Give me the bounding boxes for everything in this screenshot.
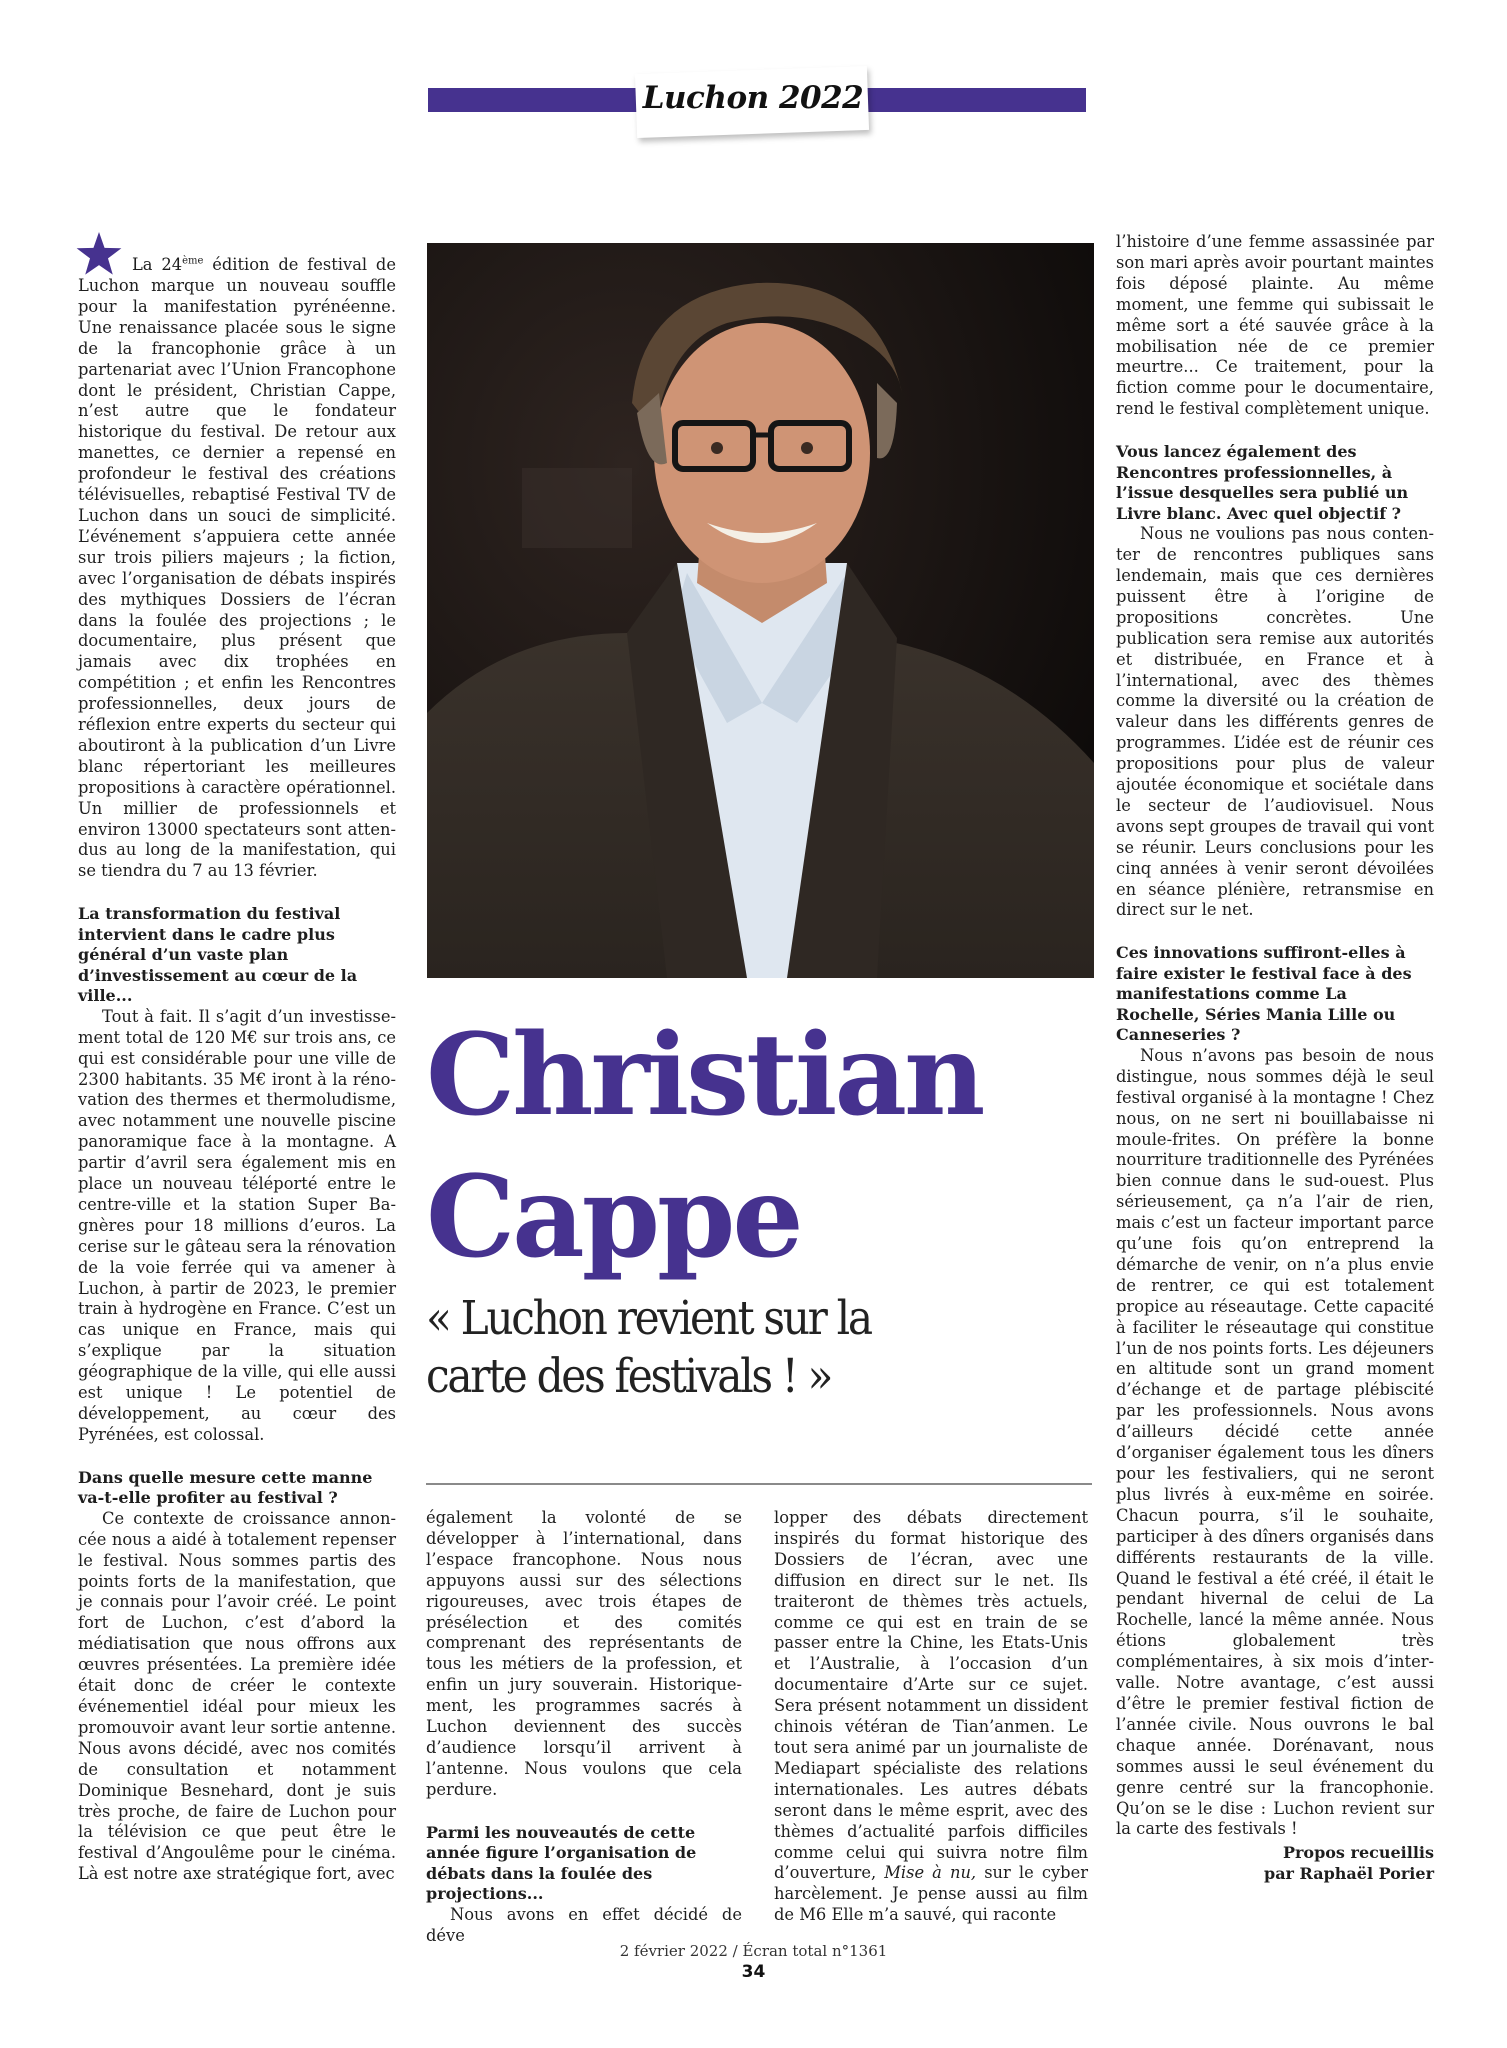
answer: Ce contexte de croissance annoncée nous a aidé à totalement repenser le festival. Nous sommes partis des points forts de la manifestation, que je connais pour l’avoir créé. Le point fort de Luchon, c’est d’abord la médiatisation que nous offrons aux œuvres présentées. La première idée était donc de créer le contexte événementiel idéal pour mieux les promouvoir avant leur sortie antenne. Nous avons décidé, avec nos comités de consultation et notamment Dominique Besnehard, dont je suis très proche, de faire de Luchon pour la télévision ce que peut être le festival d’Angoulême pour le cinéma. Là est notre axe stratégique fort, avec	[78, 1508, 396, 1884]
column-2	[426, 1508, 742, 1947]
section-title: Luchon 2022	[642, 80, 864, 116]
question: Ces innovations suffiront-elles à faire exister le festival face à des manifestations comme La Rochelle, Séries Mania Lille ou Canneseries ?	[1116, 943, 1412, 1045]
answer: lopper des débats directement inspirés du format historique des Dossiers de l’écran, avec une diffusion en direct sur le net. Ils traiteront de thèmes très actuels, comme ce qui est en train de se passer entre la Chine, les Etats-Unis et l’Australie, à l’occasion d’un documentaire d’Arte sur ce sujet. Sera présent notamment un dissident chinois vétéran de Tian’anmen. Le tout sera animé par un journaliste de Mediapart spécialiste des relations internationales. Les autres débats seront dans le même esprit, avec des thèmes d’actualité parfois difficiles comme celui qui suivra notre film d’ouverture, Mise à nu, sur le cyber harcèlement. Je pense aussi au film de M6 Elle m’a sauvé, qui raconte	[774, 1508, 1088, 1925]
header-bar-left	[428, 88, 638, 112]
film-title: Mise à nu,	[884, 1863, 977, 1883]
answer: l’histoire d’une femme assassinée par son mari après avoir pourtant maintes fois déposé plainte. Au même moment, une femme qui subissait le même sort a été sauvée grâce à la mobilisation née de ce premier meurtre... Ce traitement, pour la fiction comme pour le documentaire, rend le festival complètement unique.	[1116, 232, 1434, 419]
intro-paragraph: La 24ème édition de festival de Luchon marque un nouveau souffle pour la manifestation pyrénéenne. Une renaissance placée sous le signe de la francophonie grâce à un partenariat avec l’Union Francophone dont le président, Christian Cappe, n’est autre que le fondateur historique du festival. De retour aux manettes, ce dernier a repensé en profondeur le festival des créations télévisuelles, rebaptisé Festival TV de Luchon dans un souci de simplicité. L’événement s’appuiera cette année sur trois piliers majeurs ; la fiction, avec l’organisation de débats inspirés des mythiques Dossiers de l’écran dans la foulée des projections ; le documentaire, plus présent que jamais avec dix trophées en compétition ; et enfin les Rencontres professionnelles, deux jours de réflexion entre experts du secteur qui aboutiront à la publication d’un Livre blanc répertoriant les meilleures propositions à caractère opérationnel. Un millier de professionnels et environ 13000 spectateurs sont attendus au long de la manifestation, qui se tiendra du 7 au 13 février.	[78, 232, 396, 882]
star-icon	[76, 232, 122, 276]
interviewee-name: Christian Cappe	[426, 1010, 983, 1283]
answer: Tout à fait. Il s’agit d’un investissement total de 120 M€ sur trois ans, ce qui est considérable pour une ville de 2300 habitants. 35 M€ iront à la rénovation des thermes et thermoludisme, avec notamment une nouvelle piscine panoramique face à la montagne. A partir d’avril sera également mis en place un nouveau téléporté entre le centre-ville et la station Super Bagnères pour 18 millions d’euros. La cerise sur le gâteau sera la rénovation de la voie ferrée qui va amener à Luchon, à partir de 2023, le premier train à hydrogène en France. C’est un cas unique en France, mais qui s’explique par la situation géographique de la ville, qui elle aussi est unique ! Le potentiel de développement, au cœur des Pyrénées, est colossal.	[78, 1006, 396, 1444]
column-1	[78, 232, 396, 1885]
portrait-illustration	[427, 243, 1094, 978]
answer: Nous avons en effet décidé de déve	[426, 1904, 742, 1945]
headline-quote: « Luchon revient sur la carte des festivals ! »	[426, 1291, 871, 1404]
question: Vous lancez également des Rencontres professionnelles, à l’issue desquelles sera publié un Livre blanc. Avec quel objectif ?	[1116, 442, 1409, 523]
question: Parmi les nouveautés de cette année figure l’organisation de débats dans la foulée des projections...	[426, 1822, 697, 1904]
column-4	[1116, 232, 1434, 1884]
answer: également la volonté de se développer à l’international, dans l’espace francophone. Nous nous appuyons aussi sur des sélections rigoureuses, avec trois étapes de présélection et des comités comprenant des représentants de tous les métiers de la profession, et enfin un jury souverain. Historiquement, les programmes sacrés à Luchon deviennent des succès d’audience lorsqu’il arrivent à l’antenne. Nous voulons que cela perdure.	[426, 1508, 742, 1799]
answer: Nous ne voulions pas nous contenter de rencontres publiques sans lendemain, mais que ces dernières puissent être à l’origine de propositions concrètes. Une publication sera remise aux autorités et distribuée, en France et à l’international, avec des thèmes comme la diversité ou la création de valeur dans les différents genres de programmes. L’idée est de réunir ces propositions pour plus de valeur ajoutée économique et sociétale dans le secteur de l’audiovisuel. Nous avons sept groupes de travail qui vont se réunir. Leurs conclusions pour les cinq années à venir seront dévoilées en séance plénière, retransmise en direct sur le net.	[1116, 524, 1434, 920]
answer: Nous n’avons pas besoin de nous distingue, nous sommes déjà le seul festival organisé à la montagne ! Chez nous, on ne sert ni bouillabaisse ni moule-frites. On préfère la bonne nourriture traditionnelle des Pyrénées bien connue dans le sud-ouest. Plus sérieusement, ça n’a l’air de rien, mais c’est un facteur important parce qu’une fois qu’on entreprend la démarche de venir, on n’a plus envie de rentrer, ce qui est totalement propice au réseautage. Cette capacité à faciliter le réseautage qui constitue l’un de nos points forts. Les déjeuners en altitude sont un grand moment d’échange et de partage plébiscité par les professionnels. Nous avons d’ailleurs décidé cette année d’organiser également tous les dîners pour les festivaliers, qui ne seront plus livrés à eux-même en soirée. Chacun pourra, s’il le souhaite, participer à des dîners organisés dans différents restaurants de la ville. Quand le festival a été créé, il était le pendant hivernal de celui de La Rochelle, lancé la même année. Nous étions globalement très complémentaires, à six mois d’intervalle. Notre avantage, c’est aussi d’être le premier festival fiction de l’année civile. Nous ouvrons le bal chaque année. Dorénavant, nous sommes aussi le seul événement du genre centré sur la francophonie. Qu’on se le dise : Luchon revient sur la carte des festivals !	[1116, 1045, 1434, 1839]
header-bar-right	[864, 88, 1086, 112]
byline: Propos recueillis par Raphaël Porier	[1264, 1843, 1434, 1884]
column-3	[774, 1508, 1088, 1926]
question: La transformation du festival intervient dans le cadre plus général d’un vaste plan d’investissement au cœur de la ville...	[78, 904, 358, 1006]
issue-info: 2 février 2022 / Écran total n°1361	[619, 1942, 888, 1960]
portrait-photo	[427, 243, 1094, 978]
question: Dans quelle mesure cette manne va-t-elle profiter au festival ?	[78, 1467, 373, 1508]
page-number: 34	[741, 1962, 766, 1982]
divider	[426, 1483, 1092, 1485]
